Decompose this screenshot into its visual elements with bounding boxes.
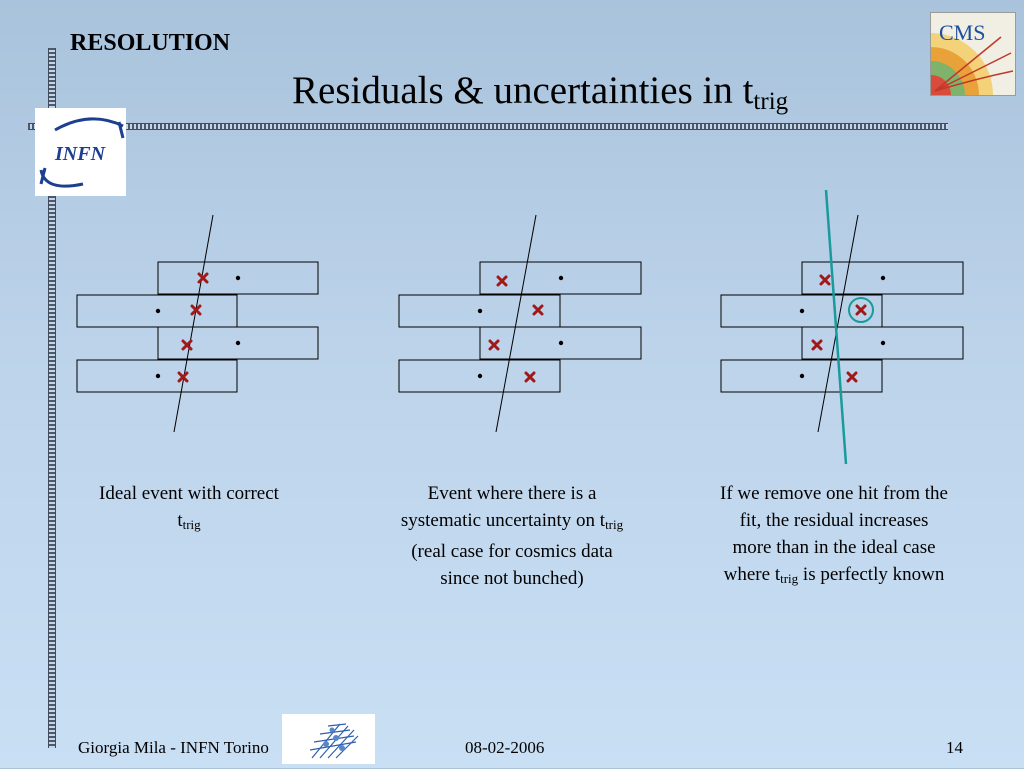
cms-logo-graphic: [931, 13, 1015, 95]
section-label: RESOLUTION: [70, 30, 231, 56]
caption-subscript: trig: [182, 517, 201, 532]
grid-logo-graphic: [282, 714, 375, 764]
track-line: [818, 215, 858, 432]
page-number: 14: [946, 738, 963, 757]
caption-hit-removed: [718, 480, 950, 592]
track-line: [174, 215, 213, 432]
hit-cross-icon: [848, 373, 856, 381]
hit-cross-icon: [526, 373, 534, 381]
hit-cross-icon: [490, 341, 498, 349]
caption-text: (real case for cosmics data since not bunched): [411, 541, 613, 589]
slide-title-subscript: trig: [753, 88, 789, 115]
caption-subscript: trig: [605, 517, 624, 532]
slide-title-main: Residuals & uncertainties in t: [292, 69, 754, 112]
hit-dot-icon: [478, 374, 482, 378]
hit-dot-icon: [236, 341, 240, 345]
hit-cross-icon: [857, 306, 865, 314]
hit-dot-icon: [800, 309, 804, 313]
hit-dot-icon: [559, 341, 563, 345]
hit-dot-icon: [236, 276, 240, 280]
hit-cross-icon: [498, 277, 506, 285]
hit-dot-icon: [881, 341, 885, 345]
hit-cross-icon: [534, 306, 542, 314]
caption-text: is perfectly known: [798, 564, 945, 585]
hit-dot-icon: [800, 374, 804, 378]
hit-cross-icon: [813, 341, 821, 349]
track-line: [496, 215, 536, 432]
caption-text: Ideal event with correct t: [99, 483, 279, 531]
hit-cross-icon: [199, 274, 207, 282]
infn-logo-text: INFN: [55, 143, 106, 165]
footer-author: Giorgia Mila - INFN Torino: [78, 738, 269, 757]
horizontal-rule: [28, 123, 948, 130]
hit-dot-icon: [478, 309, 482, 313]
hit-dot-icon: [156, 374, 160, 378]
caption-subscript: trig: [780, 571, 799, 586]
caption-ideal-event: [94, 480, 284, 538]
hit-dot-icon: [156, 309, 160, 313]
infn-logo-graphic: [35, 108, 126, 196]
diagram-hit-removed: [714, 185, 974, 470]
slide-title: [292, 68, 788, 116]
hit-cross-icon: [821, 276, 829, 284]
grid-logo: [282, 714, 375, 764]
cms-logo-text: CMS: [939, 20, 986, 45]
diagram-ideal-event: [70, 205, 330, 440]
caption-systematic-uncertainty: [392, 480, 632, 592]
caption-text: Event where there is a systematic uncertainty on t: [400, 483, 606, 531]
footer-date: 08-02-2006: [465, 738, 545, 757]
hit-dot-icon: [881, 276, 885, 280]
caption-text: If we remove one hit from the fit, the residual increases more than in the ideal case where t: [720, 483, 948, 585]
diagram-systematic-uncertainty: [392, 205, 652, 440]
hit-dot-icon: [559, 276, 563, 280]
cms-logo: [930, 12, 1016, 96]
infn-logo: [35, 108, 126, 196]
